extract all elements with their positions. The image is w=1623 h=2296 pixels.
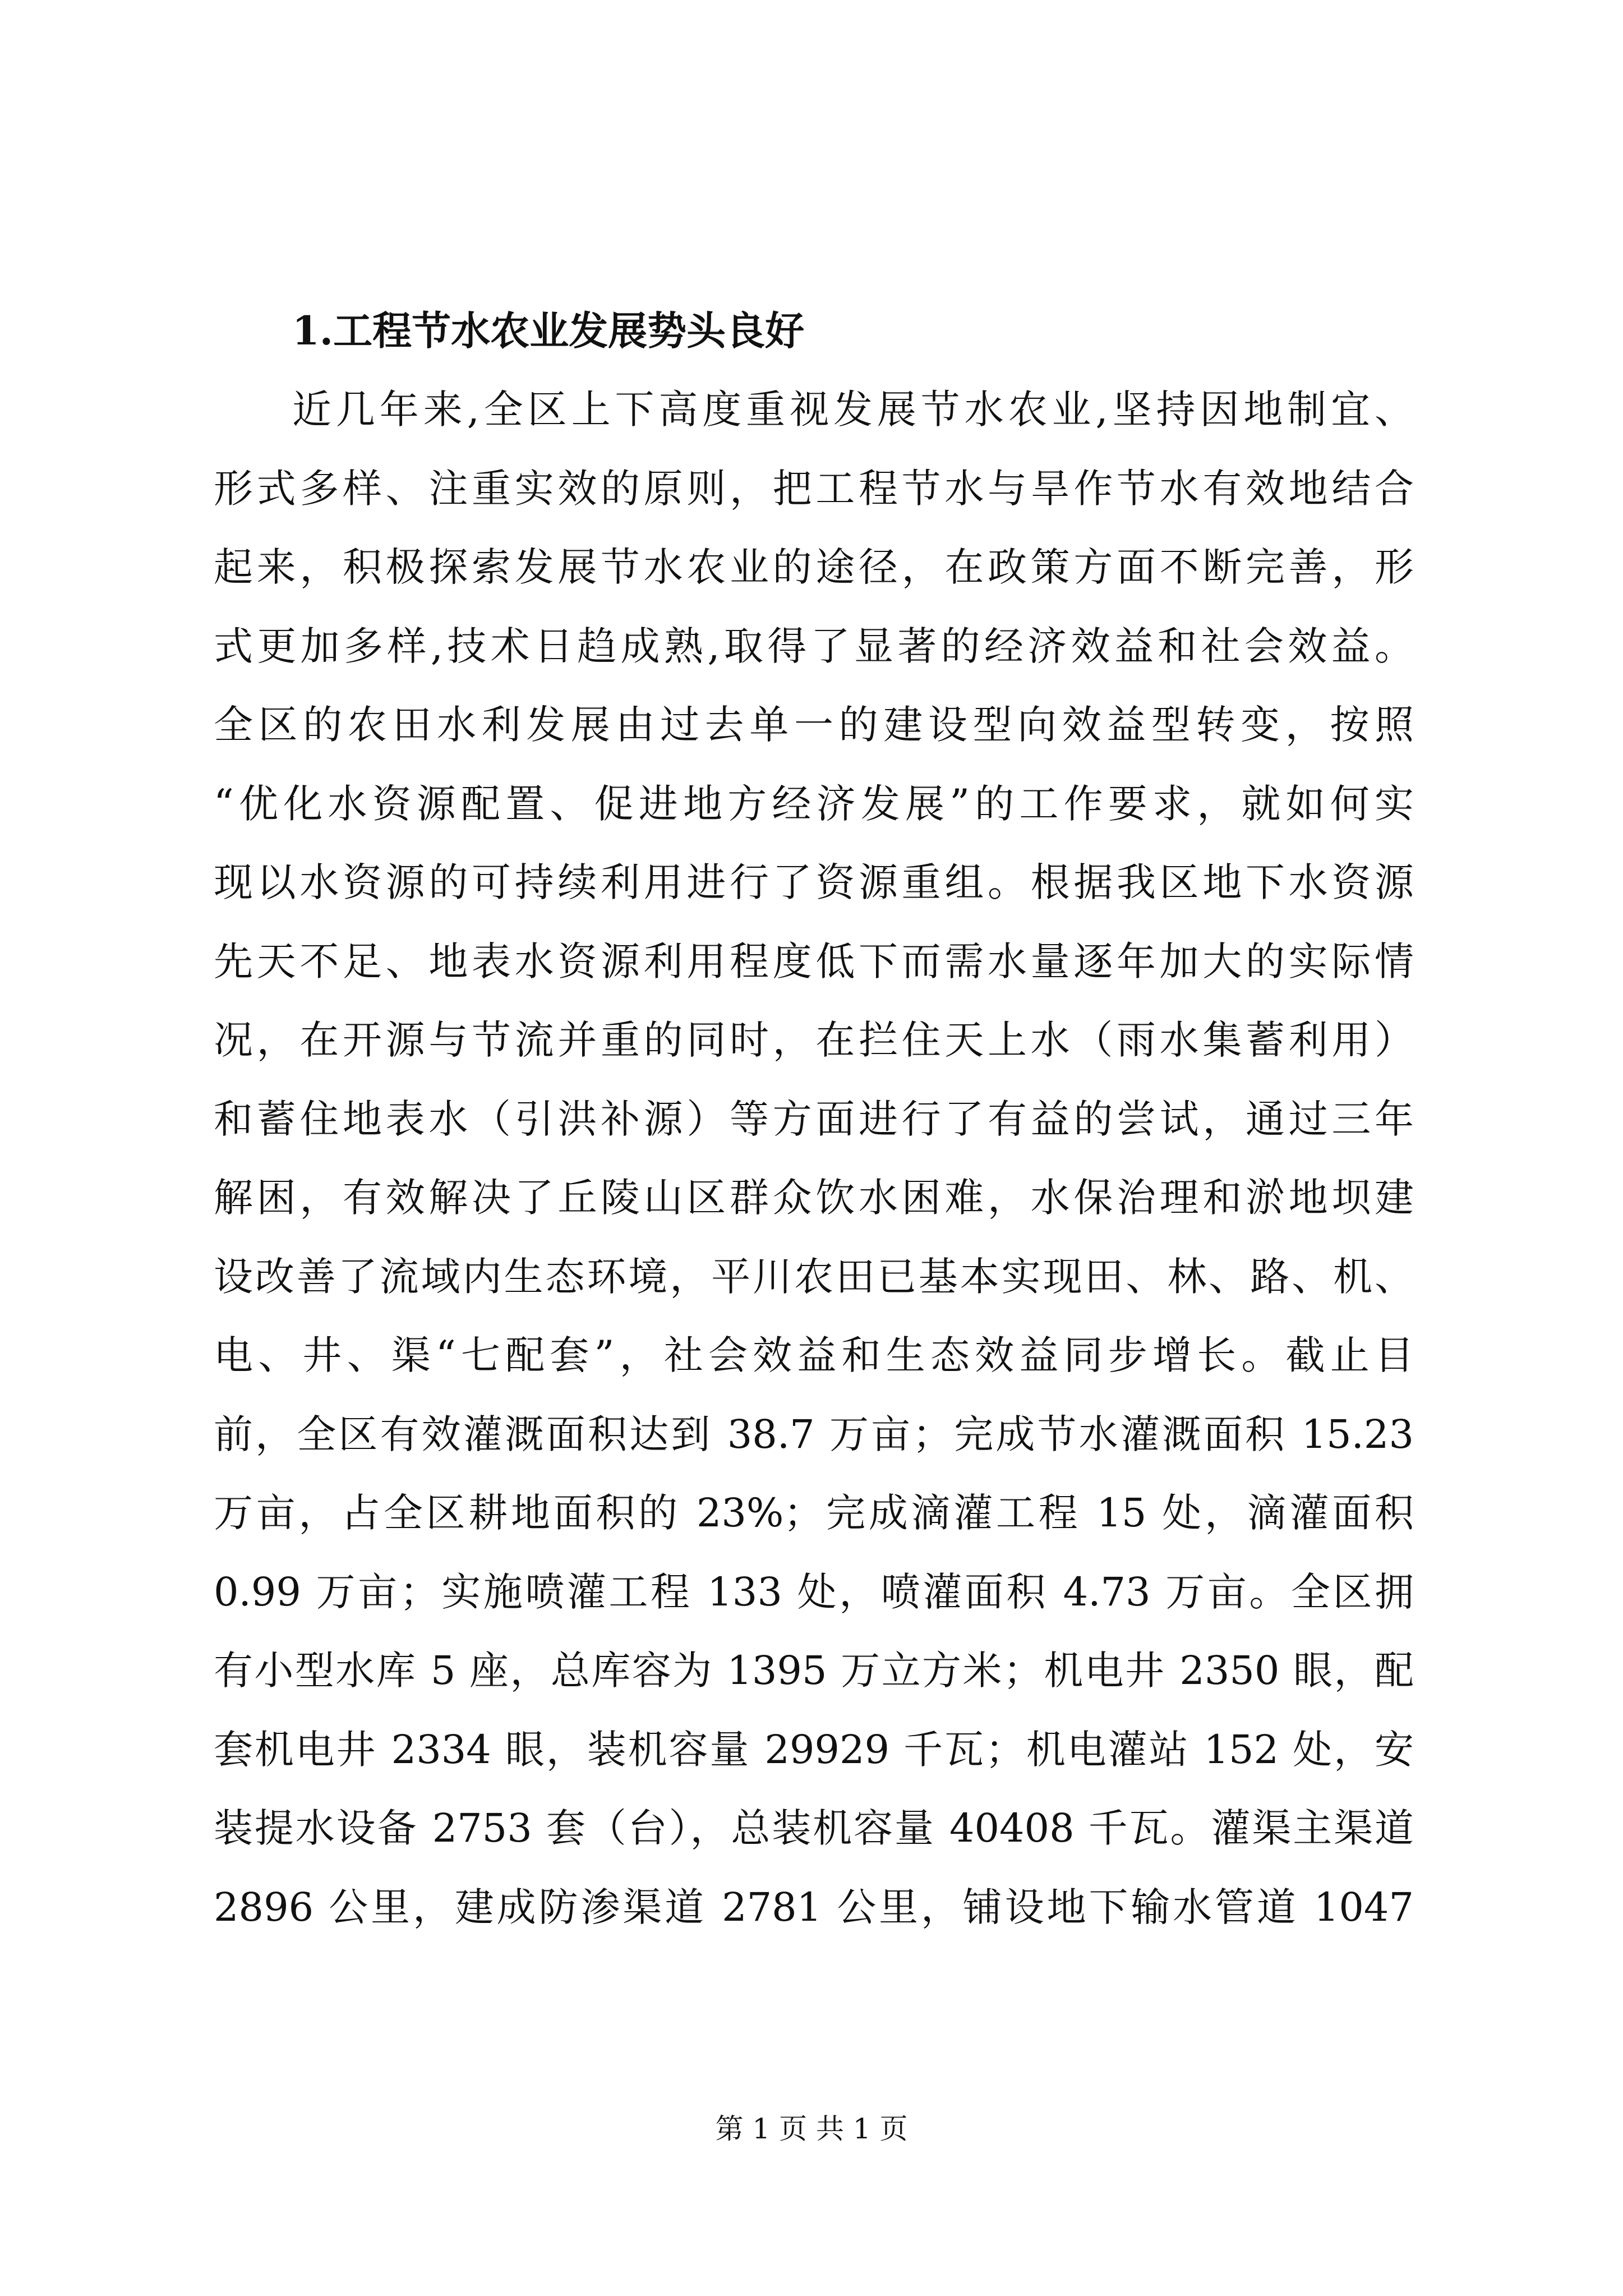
- paragraph-line: 装提水设备 2753 套（台），总装机容量 40408 千瓦。灌渠主渠道: [214, 1805, 1414, 1851]
- paragraph-line: 式更加多样,技术日趋成熟,取得了显著的经济效益和社会效益。: [214, 623, 1414, 669]
- paragraph-line: 套机电井 2334 眼，装机容量 29929 千瓦；机电灌站 152 处，安: [214, 1726, 1414, 1773]
- paragraph-line: 起来，积极探索发展节水农业的途径，在政策方面不断完善，形: [214, 544, 1414, 590]
- paragraph-line: 近几年来,全区上下高度重视发展节水农业,坚持因地制宜、: [292, 386, 1414, 432]
- paragraph-line: 前，全区有效灌溉面积达到 38.7 万亩；完成节水灌溉面积 15.23: [214, 1411, 1414, 1457]
- document-body: [214, 292, 1414, 1947]
- paragraph-line: 形式多样、注重实效的原则，把工程节水与旱作节水有效地结合: [214, 465, 1414, 512]
- paragraph-line: 有小型水库 5 座，总库容为 1395 万立方米；机电井 2350 眼，配: [214, 1648, 1414, 1694]
- body-paragraph: [214, 370, 1414, 1947]
- paragraph-line: 况，在开源与节流并重的同时，在拦住天上水（雨水集蓄利用）: [214, 1017, 1414, 1063]
- paragraph-line: “优化水资源配置、促进地方经济发展”的工作要求，就如何实: [214, 780, 1414, 827]
- section-heading: 1.工程节水农业发展势头良好: [292, 307, 805, 354]
- paragraph-line: 0.99 万亩；实施喷灌工程 133 处，喷灌面积 4.73 万亩。全区拥: [214, 1568, 1414, 1615]
- paragraph-line: 设改善了流域内生态环境，平川农田已基本实现田、林、路、机、: [214, 1253, 1414, 1300]
- paragraph-line: 先天不足、地表水资源利用程度低下而需水量逐年加大的实际情: [214, 938, 1414, 984]
- paragraph-line: 电、井、渠“七配套”，社会效益和生态效益同步增长。截止目: [214, 1332, 1414, 1378]
- paragraph-line: 现以水资源的可持续利用进行了资源重组。根据我区地下水资源: [214, 859, 1414, 905]
- page-footer: 第 1 页 共 1 页: [715, 2113, 908, 2145]
- paragraph-line: 全区的农田水利发展由过去单一的建设型向效益型转变，按照: [214, 702, 1414, 748]
- paragraph-line: 万亩，占全区耕地面积的 23%；完成滴灌工程 15 处，滴灌面积: [214, 1490, 1414, 1536]
- paragraph-line: 和蓄住地表水（引洪补源）等方面进行了有益的尝试，通过三年: [214, 1096, 1414, 1142]
- paragraph-line: 解困，有效解决了丘陵山区群众饮水困难，水保治理和淤地坝建: [214, 1175, 1414, 1221]
- paragraph-line: 2896 公里，建成防渗渠道 2781 公里，铺设地下输水管道 1047: [214, 1884, 1414, 1930]
